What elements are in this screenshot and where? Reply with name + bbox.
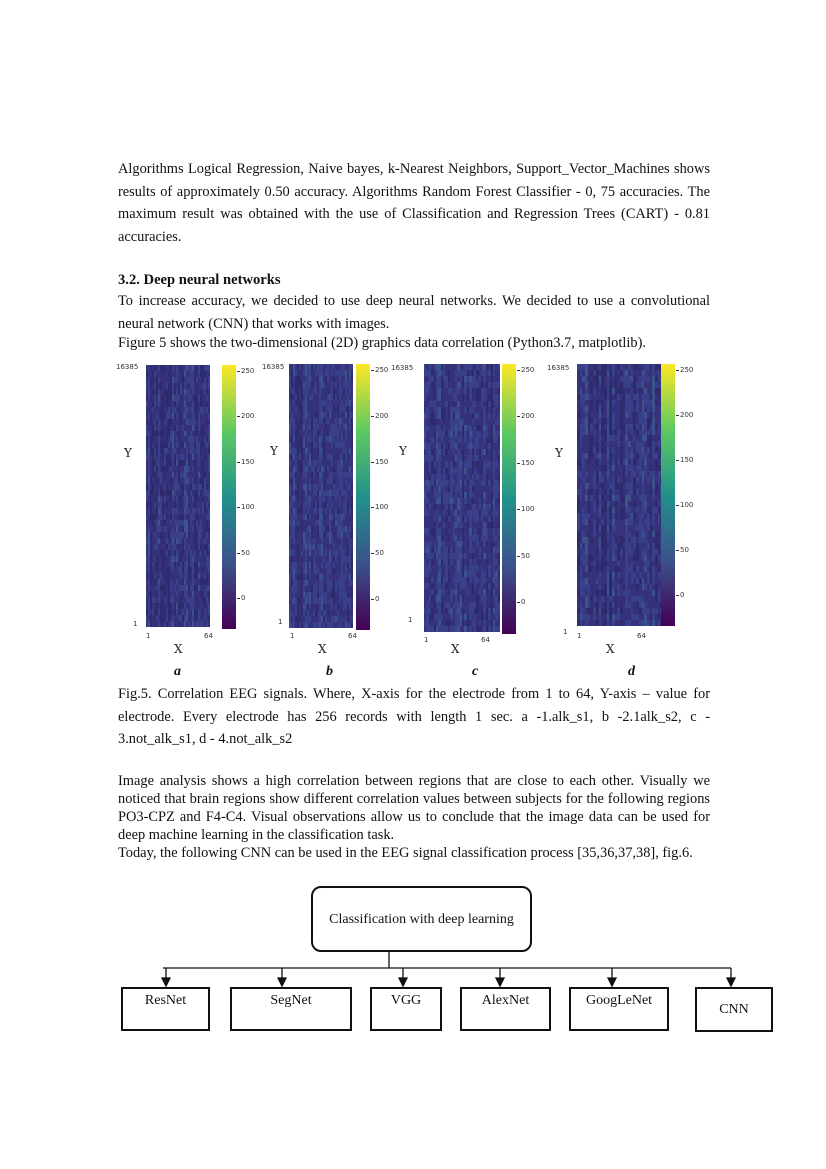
colorbar-tick: 250	[241, 367, 255, 375]
panel-label: d	[628, 664, 635, 679]
panel-label: b	[326, 664, 333, 679]
x-tick-left: 1	[290, 632, 295, 640]
diagram-node-vgg: VGG	[370, 987, 442, 1031]
y-tick-top: 16385	[262, 363, 285, 371]
colorbar-tick: 100	[241, 503, 255, 512]
y-tick-bottom: 1	[408, 616, 413, 624]
y-axis-label: Y	[555, 446, 563, 460]
y-axis-label: Y	[399, 444, 407, 458]
diagram-node-googlenet: GoogLeNet	[569, 987, 669, 1031]
colorbar-tick: 200	[241, 412, 255, 421]
y-tick-bottom: 1	[133, 620, 138, 628]
x-tick-right: 64	[637, 632, 646, 640]
x-tick-left: 1	[424, 636, 429, 644]
panel-label: c	[472, 664, 479, 679]
y-tick-top: 16385	[391, 364, 414, 372]
y-tick-bottom: 1	[563, 628, 568, 636]
diagram-node-segnet: SegNet	[230, 987, 352, 1031]
colorbar-tick: 0	[521, 598, 526, 607]
colorbar-tick: 200	[375, 411, 389, 420]
colorbar-tick: 150	[521, 458, 535, 467]
colorbar-tick: 250	[680, 366, 694, 374]
x-axis-label: X	[451, 642, 460, 656]
colorbar-tick: 50	[241, 548, 250, 557]
paragraph-cnn-list: Today, the following CNN can be used in the EEG signal classification process [35,36,37,38], fig.6.	[118, 845, 693, 861]
section-heading: 3.2. Deep neural networks	[118, 272, 281, 288]
colorbar-tick: 0	[375, 594, 380, 603]
diagram-node-cnn: CNN	[695, 987, 773, 1032]
x-tick-right: 64	[204, 632, 213, 640]
diagram-node-resnet: ResNet	[121, 987, 210, 1031]
y-axis-label: Y	[124, 446, 132, 460]
colorbar-tick: 50	[375, 549, 384, 557]
x-axis-label: X	[318, 642, 327, 656]
colorbar-tick: 150	[241, 457, 255, 466]
paragraph-image-analysis: Image analysis shows a high correlation between regions that are close to each other. Visually we noticed that brain regions show different correlation values between subjects for the following regions PO3-CPZ and F4-C4. Visual observations allow us to conclude that the image data can be used for deep machine learning in the classification task.	[118, 773, 710, 843]
paragraph-deep-nn: To increase accuracy, we decided to use deep neural networks. We decided to use a convolutional neural network (CNN) that works with images.	[118, 293, 710, 332]
colorbar-tick: 150	[375, 457, 389, 466]
x-axis-label: X	[606, 642, 615, 656]
diagram-root-node: Classification with deep learning	[311, 886, 532, 952]
x-tick-left: 1	[577, 632, 582, 640]
colorbar-tick: 250	[375, 366, 389, 374]
y-tick-top: 16385	[116, 363, 139, 371]
colorbar-tick: 0	[680, 591, 685, 600]
x-axis-label: X	[174, 642, 183, 656]
colorbar-tick: 200	[680, 411, 694, 420]
y-tick-top: 16385	[547, 364, 570, 372]
colorbar-tick: 150	[680, 456, 694, 465]
x-tick-right: 64	[481, 636, 490, 644]
paragraph-figure-intro: Figure 5 shows the two-dimensional (2D) graphics data correlation (Python3.7, matplotlib).	[118, 335, 646, 351]
panel-label: a	[174, 664, 181, 679]
x-tick-right: 64	[348, 632, 357, 640]
paragraph-results: Algorithms Logical Regression, Naive bayes, k-Nearest Neighbors, Support_Vector_Machines shows results of approximately 0.50 accuracy. Algorithms Random Forest Classifier - 0, 75 accuracies. The maximum result was obtained with the use of Classification and Regression Trees (CART) - 0.81 accuracies.	[118, 161, 710, 245]
colorbar-tick: 250	[521, 366, 535, 374]
colorbar-tick: 50	[521, 551, 530, 560]
x-tick-left: 1	[146, 632, 151, 640]
colorbar-tick: 0	[241, 594, 246, 603]
colorbar-tick: 50	[680, 546, 689, 555]
colorbar-tick: 100	[375, 503, 389, 512]
diagram-node-alexnet: AlexNet	[460, 987, 551, 1031]
colorbar-tick: 100	[680, 501, 694, 510]
colorbar-tick: 100	[521, 505, 535, 514]
figure-5-caption: Fig.5. Correlation EEG signals. Where, X-axis for the electrode from 1 to 64, Y-axis – value for electrode. Every electrode has 256 records with length 1 sec. a -1.alk_s1, b -2.1alk_s2, c - 3.not_alk_s1, d - 4.not_alk_s2	[118, 686, 710, 747]
y-axis-label: Y	[270, 444, 278, 458]
y-tick-bottom: 1	[278, 618, 283, 626]
colorbar-tick: 200	[521, 412, 535, 421]
